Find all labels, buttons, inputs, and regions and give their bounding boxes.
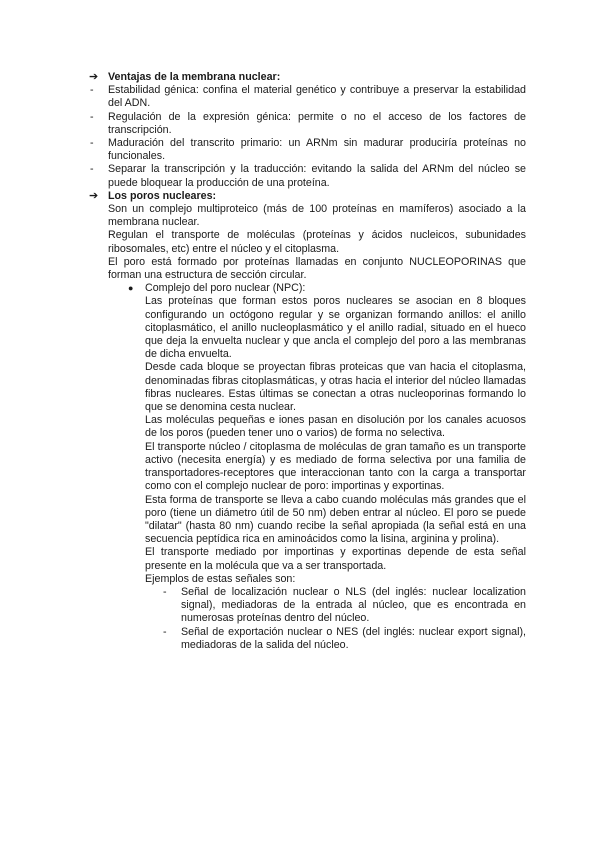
signal-item-nls [0, 586, 600, 626]
npc-bullet [0, 282, 600, 295]
bullet-icon: ● [128, 283, 134, 294]
paragraph: Las moléculas pequeñas e iones pasan en disolución por los canales acuosos de los poros (pueden tener uno o varios) de forma no selectiva. [145, 414, 526, 440]
paragraph: El transporte mediado por importinas y exportinas depende de esta señal presente en la molécula que va a ser transportada. [145, 546, 526, 572]
dash-bullet-icon: - [90, 84, 94, 97]
npc-title: Complejo del poro nuclear (NPC): [145, 282, 306, 295]
paragraph: Ejemplos de estas señales son: [145, 572, 296, 585]
arrow-icon: ➔ [89, 189, 99, 202]
document-page [0, 71, 600, 652]
paragraph: Las proteínas que forman estos poros nucleares se asocian en 8 bloques configurando un octógono regular y se organizan formando anillos: el anillo citoplasmático, el anillo nucleoplasmático y el anillo radial, situado en el hueco que deja la envuelta nuclear y que ancla el complejo del poro a las membranas de dicha envuelta. [145, 295, 526, 361]
paragraph: Desde cada bloque se proyectan fibras proteicas que van hacia el citoplasma, denominadas fibras citoplasmáticas, y otras hacia el interior del núcleo llamadas fibras nucleares. Estas últimas se conectan a otras nucleoporinas formando lo que se denomina cesta nuclear. [145, 361, 526, 414]
paragraph: Esta forma de transporte se lleva a cabo cuando moléculas más grandes que el poro (tiene un diámetro útil de 50 nm) deben entrar al núcleo. El poro se puede "dilatar" (hasta 80 nm) cuando recibe la señal apropiada (la señal está en una secuencia peptídica rica en aminoácidos como la lisina, arginina y prolina). [145, 493, 526, 546]
paragraph: El transporte núcleo / citoplasma de moléculas de gran tamaño es un transporte activo (necesita energía) y es mediado de forma selectiva por una familia de transportadores-receptores que interaccionan tanto con la carga a transportar como con el complejo nuclear de poro: importinas y exportinas. [145, 440, 526, 493]
list-item-text: Separar la transcripción y la traducción: evitando la salida del ARNm del núcleo se puede bloquear la producción de una proteína. [108, 163, 526, 189]
signal-item-nes [0, 626, 600, 652]
dash-bullet-icon: - [163, 625, 167, 638]
dash-bullet-icon: - [90, 163, 94, 176]
signal-text: Señal de exportación nuclear o NES (del inglés: nuclear export signal), mediadoras de la salida del núcleo. [181, 625, 526, 651]
signal-text: Señal de localización nuclear o NLS (del inglés: nuclear localization signal), mediadoras de la entrada al núcleo, que es encontrada en numerosas proteínas dentro del núcleo. [181, 585, 526, 625]
dash-bullet-icon: - [90, 137, 94, 150]
dash-bullet-icon: - [163, 585, 167, 598]
paragraph: Regulan el transporte de moléculas (proteínas y ácidos nucleicos, subunidades ribosomales, etc) entre el núcleo y el citoplasma. [108, 229, 526, 255]
list-item [0, 111, 600, 137]
section-heading-poros [0, 190, 600, 203]
section-heading-ventajas [0, 71, 600, 84]
arrow-icon: ➔ [89, 71, 99, 83]
list-item-text: Regulación de la expresión génica: permite o no el acceso de los factores de transcripción. [108, 110, 526, 136]
heading-text: Ventajas de la membrana nuclear: [108, 71, 281, 83]
paragraph: El poro está formado por proteínas llamadas en conjunto NUCLEOPORINAS que forman una estructura de sección circular. [108, 255, 526, 282]
list-item [0, 137, 600, 163]
list-item-text: Estabilidad génica: confina el material genético y contribuye a preservar la estabilidad del ADN. [108, 84, 526, 110]
list-item-text: Maduración del transcrito primario: un ARNm sin madurar produciría proteínas no funcionales. [108, 137, 526, 163]
dash-bullet-icon: - [90, 110, 94, 123]
heading-text: Los poros nucleares: [108, 189, 217, 202]
list-item [0, 163, 600, 189]
paragraph: Son un complejo multiproteico (más de 100 proteínas en mamíferos) asociado a la membrana nuclear. [108, 203, 526, 229]
list-item [0, 84, 600, 110]
